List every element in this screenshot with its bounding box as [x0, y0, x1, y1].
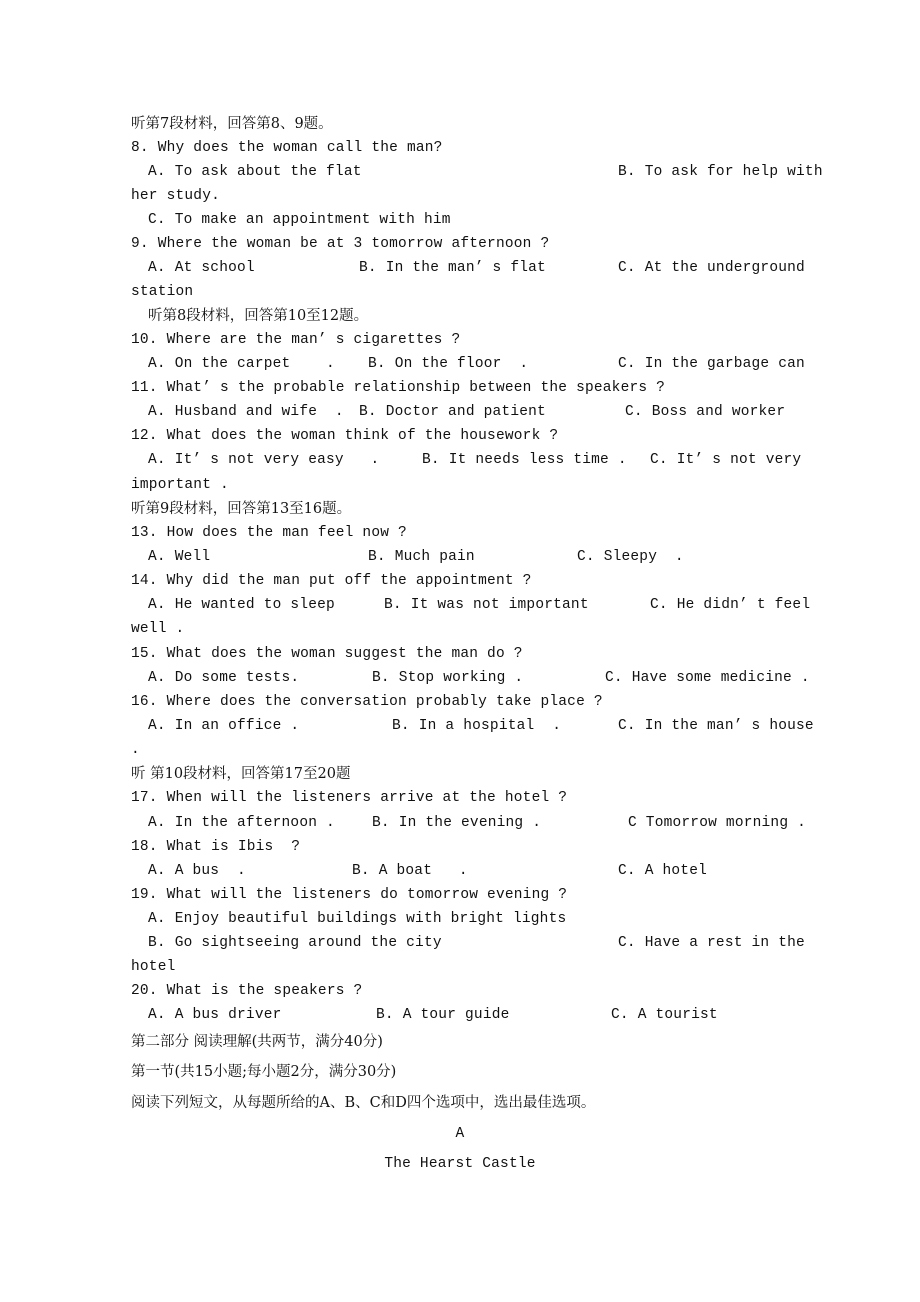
q9-option-a: A. At school — [148, 260, 255, 276]
q14-option-c-cont: well . — [131, 621, 185, 637]
question-20-stem: 20. What is the speakers ? — [131, 983, 363, 999]
q16-option-b: B. In a hospital . — [392, 718, 562, 734]
q11-option-b: B. Doctor and patient — [359, 404, 546, 420]
question-14-stem: 14. Why did the man put off the appointment ? — [131, 573, 532, 589]
section-heading-7: 听第7段材料，回答第8、9题。 — [131, 116, 333, 132]
q15-option-c: C. Have some medicine . — [605, 670, 810, 686]
question-12-stem: 12. What does the woman think of the housework ? — [131, 428, 559, 444]
reading-instructions: 阅读下列短文，从每题所给的A、B、C和D四个选项中，选出最佳选项。 — [131, 1095, 596, 1111]
question-9-stem: 9. Where the woman be at 3 tomorrow afternoon ? — [131, 236, 550, 252]
q18-option-c: C. A hotel — [618, 863, 708, 879]
q10-option-a: A. On the carpet . — [148, 356, 335, 372]
q9-option-b: B. In the man’ s flat — [359, 260, 546, 276]
question-16-stem: 16. Where does the conversation probably take place ? — [131, 694, 603, 710]
q15-option-b: B. Stop working . — [372, 670, 524, 686]
q18-option-a: A. A bus . — [148, 863, 246, 879]
q13-option-a: A. Well — [148, 549, 211, 565]
q8-option-b: B. To ask for help with — [618, 164, 823, 180]
q10-option-b: B. On the floor . — [368, 356, 529, 372]
passage-letter: A — [455, 1126, 465, 1142]
question-18-stem: 18. What is Ibis ? — [131, 839, 301, 855]
passage-title: The Hearst Castle — [384, 1156, 536, 1172]
q16-option-c-cont: . — [131, 742, 140, 758]
q11-option-c: C. Boss and worker — [625, 404, 786, 420]
q20-option-b: B. A tour guide — [376, 1007, 510, 1023]
q16-option-a: A. In an office . — [148, 718, 300, 734]
question-11-stem: 11. What’ s the probable relationship between the speakers ? — [131, 380, 666, 396]
q11-option-a: A. Husband and wife . — [148, 404, 344, 420]
section-one-heading: 第一节(共15小题;每小题2分，满分30分) — [131, 1064, 397, 1080]
section-heading-10: 听 第10段材料，回答第17至20题 — [131, 766, 351, 782]
q19-option-b: B. Go sightseeing around the city — [148, 935, 442, 951]
question-19-stem: 19. What will the listeners do tomorrow evening ? — [131, 887, 568, 903]
q20-option-a: A. A bus driver — [148, 1007, 282, 1023]
q19-option-c: C. Have a rest in the — [618, 935, 805, 951]
section-heading-8: 听第8段材料，回答第10至12题。 — [148, 308, 369, 324]
q15-option-a: A. Do some tests. — [148, 670, 300, 686]
q12-option-a: A. It’ s not very easy . — [148, 452, 380, 468]
q20-option-c: C. A tourist — [611, 1007, 718, 1023]
q17-option-a: A. In the afternoon . — [148, 815, 335, 831]
q13-option-c: C. Sleepy . — [577, 549, 684, 565]
q18-option-b: B. A boat . — [352, 863, 468, 879]
section-heading-9: 听第9段材料，回答第13至16题。 — [131, 501, 352, 517]
q9-option-c: C. At the underground — [618, 260, 805, 276]
q13-option-b: B. Much pain — [368, 549, 475, 565]
question-13-stem: 13. How does the man feel now ? — [131, 525, 407, 541]
question-15-stem: 15. What does the woman suggest the man do ? — [131, 646, 523, 662]
q16-option-c: C. In the man’ s house — [618, 718, 814, 734]
q8-option-a: A. To ask about the flat — [148, 164, 362, 180]
q8-option-b-cont: her study. — [131, 188, 221, 204]
q10-option-c: C. In the garbage can — [618, 356, 805, 372]
q17-option-b: B. In the evening . — [372, 815, 542, 831]
q12-option-c-cont: important . — [131, 477, 229, 493]
q19-option-a: A. Enjoy beautiful buildings with bright lights — [148, 911, 567, 927]
q19-option-c-cont: hotel — [131, 959, 176, 975]
q12-option-c: C. It’ s not very — [650, 452, 802, 468]
q14-option-c: C. He didn’ t feel — [650, 597, 811, 613]
q9-option-c-cont: station — [131, 284, 194, 300]
q14-option-b: B. It was not important — [384, 597, 589, 613]
q8-option-c: C. To make an appointment with him — [148, 212, 451, 228]
question-17-stem: 17. When will the listeners arrive at the hotel ? — [131, 790, 568, 806]
part-two-heading: 第二部分 阅读理解(共两节，满分40分) — [131, 1034, 383, 1050]
q14-option-a: A. He wanted to sleep — [148, 597, 335, 613]
question-10-stem: 10. Where are the man’ s cigarettes ? — [131, 332, 461, 348]
q17-option-c: C Tomorrow morning . — [628, 815, 807, 831]
q12-option-b: B. It needs less time . — [422, 452, 627, 468]
question-8-stem: 8. Why does the woman call the man? — [131, 140, 443, 156]
